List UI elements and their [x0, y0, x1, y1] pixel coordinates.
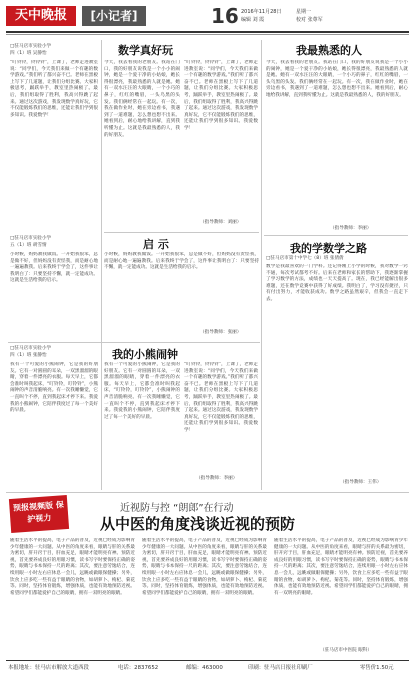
footer-price: 零售价1.50元: [360, 665, 394, 671]
page-footer: [0, 660, 415, 677]
article-body: 我有一个可爱的小熊闹钟，它是我的好朋友。它有一对圆圆的耳朵，一双黑溜溜的眼睛，穿着一件漂亮的衣服。每天早上，它都会准时叫我起床，“叮铃铃，叮铃铃”，小熊闹钟的声音清脆响亮。有一次我睡懒觉，它一直叫个不停，直到我起床才停下来。我爱我的小熊闹钟，它陪伴我度过了每一个美好的早晨。: [10, 362, 98, 414]
article-body-continued: 我有一个可爱的小熊闹钟，它是我的好朋友。它有一对圆圆的耳朵，一双黑溜溜的眼睛，穿着一件漂亮的衣服。每天早上，它都会准时叫我起床，“叮铃铃，叮铃铃”，小熊闹钟的声音清脆响亮。有一次我睡懒觉，它一直叫个不停，直到我起床才停下来。我爱我的小熊闹钟，它陪伴我度过了每一个美好的早晨。: [104, 362, 180, 420]
feature-kicker: 近视防与控 “朗郎”在行动: [120, 503, 234, 514]
article-signature: （指导教师：张丽）: [200, 330, 242, 335]
page-number: 16: [211, 4, 239, 28]
section-divider: [104, 232, 259, 233]
header-rule-thin: [6, 34, 409, 35]
article-title: 我的学数学之路: [290, 242, 367, 255]
article-body: 今天，我去看我的老朋友。我站在门口，我的好朋友说我是一个小小的闹钟，她是一个爱干净的小姑娘，她长得很漂亮，我最熟悉的人就是她。她有一双水汪汪的大眼睛，一个小巧的鼻子，红红的嘴唇，一头乌黑的头发。我们俩经常在一起玩。有一次，我在做作业时，她在旁边看书，我遇到了一道难题，怎么想也想不出来。她看到后，耐心地给我讲解，直到我听懂为止。这就是我最熟悉的人，我的好朋友。: [266, 60, 408, 98]
page-header: [6, 4, 409, 32]
article-title: 数学真好玩: [118, 44, 173, 57]
article-signature: （指导教师：李丽）: [196, 476, 238, 481]
byline-school: □驻马店市实验小学: [10, 346, 52, 351]
feature-title: 从中医的角度浅谈近视的预防: [100, 515, 296, 533]
article-body: “叮铃铃，铃铃铃”，上课了，老师走进教室说：“同学们，今天我们来做一个有趣的数学游戏。”我们听了都兴奋不已。老师在黑板上写下了几道题，让我们分组比赛。大家积极思考，踊跃举手，教室里热闹极了。最后，我们组取得了胜利，我高兴得跳了起来。通过这次游戏，我发现数学真好玩，它不仅能锻炼我们的思维，还能让我们学到很多知识。我爱数学！: [10, 60, 98, 118]
article-title: 我最熟悉的人: [296, 44, 362, 57]
feature-badge: 预报视频版 保护视力: [9, 495, 69, 533]
article-title: 我的小熊闹钟: [112, 348, 178, 361]
header-rule: [6, 31, 409, 33]
feature-signature: （驻马店市中医院 眼科）: [320, 648, 372, 653]
byline-class: 五（1）班 胡雪情: [10, 242, 47, 248]
article-byline: [10, 44, 98, 57]
section-divider: [6, 492, 409, 493]
byline-school: □驻马店市实验小学: [10, 44, 52, 49]
article-body-continued: 小时候，妈妈教我做饭。一开始我很笨，总是做不好，但妈妈没有责怪我，而是耐心地一遍遍教我。后来我终于学会了，这件事让我明白了：只要坚持不懈，就一定能成功。这就是生活给我的启示。: [104, 252, 259, 271]
byline-class: 四（1）班 吴静怡: [10, 50, 47, 56]
article-signature: （指导教师：刘丽）: [200, 220, 242, 225]
article-body: 小时候，妈妈教我做饭。一开始我很笨，总是做不好，但妈妈没有责怪我，而是耐心地一遍遍教我。后来我终于学会了，这件事让我明白了：只要坚持不懈，就一定能成功。这就是生活给我的启示。: [10, 252, 98, 284]
column-divider: [101, 40, 102, 490]
article-body-continued: “叮铃铃，铃铃铃”，上课了，老师走进教室说：“同学们，今天我们来做一个有趣的数学游戏。”我们听了都兴奋不已。老师在黑板上写下了几道题，让我们分组比赛。大家积极思考，踊跃举手，教室里热闹极了。最后，我们组取得了胜利，我高兴得跳了起来。通过这次游戏，我发现数学真好玩，它不仅能锻炼我们的思维，还能让我们学到很多知识。我爱数学！: [184, 362, 258, 433]
feature-headline-block: [80, 497, 380, 533]
article-title: 启 示: [143, 238, 169, 251]
footer-printer: 印刷：驻马店日报社印刷厂: [248, 665, 313, 671]
proofreader-credit: 校对 张尊军: [296, 17, 323, 23]
footer-address: 本报地址：驻马店市解放大道西段: [8, 665, 89, 671]
section-divider: [8, 342, 260, 343]
newspaper-logo: 天中晚报: [6, 6, 76, 26]
feature-body-continued: 随着生活水平的提高，电子产品的普及，近视已经成为影响青少年健康的一大问题。从中医的角度来看，眼睛与肝的关系最为密切，肝开窍于目，肝血充足，眼睛才能明亮有神。预防近视，首先要养成良好的用眼习惯，读书写字时要保持正确的姿势，眼睛与书本保持一尺的距离；其次，要注意劳逸结合，连续用眼一小时左右应休息一会儿，远眺或做眼保健操；另外，饮食上应多吃一些有益于眼睛的食物，如胡萝卜、枸杞、菊花等。同时，坚持体育锻炼，增强体质，也能有效地预防近视。希望同学们都能爱护自己的眼睛，拥有一双明亮的眼睛。: [142, 538, 267, 596]
editor-credit: 编辑 刘 霞: [241, 17, 265, 23]
article-body: 数学是我最喜欢的一门学科。还记得刚上小学的时候，我对数学一窍不通，每次考试都考不好。后来在老师和家长的帮助下，我逐渐掌握了学习数学的方法，成绩也一天天提高了。现在，我已经能解出很多难题，还在数学竞赛中获得了好成绩。我明白了，学习没有捷径，只有付出努力，才能收获成功。数学之路虽然艰辛，但我会一直走下去。: [266, 264, 408, 302]
section-divider: [264, 235, 408, 236]
byline-school: □驻马店市实验小学: [10, 236, 52, 241]
article-byline: [10, 346, 98, 359]
section-name: [小记者]: [82, 6, 146, 26]
issue-date: 2016年11月28日: [241, 9, 282, 15]
byline-class: 四（1）班 张静怡: [10, 352, 47, 358]
column-divider: [261, 40, 262, 490]
issue-weekday: 星期一: [296, 9, 312, 15]
article-signature: （指导教师：李丽）: [330, 226, 372, 231]
footer-postcode: 邮编：463000: [186, 665, 223, 671]
feature-body-continued: 随着生活水平的提高，电子产品的普及，近视已经成为影响青少年健康的一大问题。从中医的角度来看，眼睛与肝的关系最为密切，肝开窍于目，肝血充足，眼睛才能明亮有神。预防近视，首先要养成良好的用眼习惯，读书写字时要保持正确的姿势，眼睛与书本保持一尺的距离；其次，要注意劳逸结合，连续用眼一小时左右应休息一会儿，远眺或做眼保健操；另外，饮食上应多吃一些有益于眼睛的食物，如胡萝卜、枸杞、菊花等。同时，坚持体育锻炼，增强体质，也能有效地预防近视。希望同学们都能爱护自己的眼睛，拥有一双明亮的眼睛。: [274, 538, 408, 596]
footer-phone: 电话：2837652: [118, 665, 159, 671]
feature-body: 随着生活水平的提高，电子产品的普及，近视已经成为影响青少年健康的一大问题。从中医的角度来看，眼睛与肝的关系最为密切，肝开窍于目，肝血充足，眼睛才能明亮有神。预防近视，首先要养成良好的用眼习惯，读书写字时要保持正确的姿势，眼睛与书本保持一尺的距离；其次，要注意劳逸结合，连续用眼一小时左右应休息一会儿，远眺或做眼保健操；另外，饮食上应多吃一些有益于眼睛的食物，如胡萝卜、枸杞、菊花等。同时，坚持体育锻炼，增强体质，也能有效地预防近视。希望同学们都能爱护自己的眼睛，拥有一双明亮的眼睛。: [10, 538, 135, 596]
article-body: 今天，我去看我的老朋友。我站在门口，我的好朋友说我是一个小小的闹钟，她是一个爱干净的小姑娘，她长得很漂亮，我最熟悉的人就是她。她有一双水汪汪的大眼睛，一个小巧的鼻子，红红的嘴唇，一头乌黑的头发。我们俩经常在一起玩。有一次，我在做作业时，她在旁边看书，我遇到了一道难题，怎么想也想不出来。她看到后，耐心地给我讲解，直到我听懂为止。这就是我最熟悉的人，我的好朋友。: [104, 60, 180, 138]
article-byline: [10, 236, 98, 249]
article-byline: □驻马店市第十中学七（8）班 张倩倩: [266, 256, 344, 261]
article-body: “叮铃铃，铃铃铃”，上课了，老师走进教室说：“同学们，今天我们来做一个有趣的数学游戏。”我们听了都兴奋不已。老师在黑板上写下了几道题，让我们分组比赛。大家积极思考，踊跃举手，教室里热闹极了。最后，我们组取得了胜利，我高兴得跳了起来。通过这次游戏，我发现数学真好玩，它不仅能锻炼我们的思维，还能让我们学到很多知识。我爱数学！: [184, 60, 258, 131]
article-signature: （指导教师：王伟）: [340, 480, 382, 485]
